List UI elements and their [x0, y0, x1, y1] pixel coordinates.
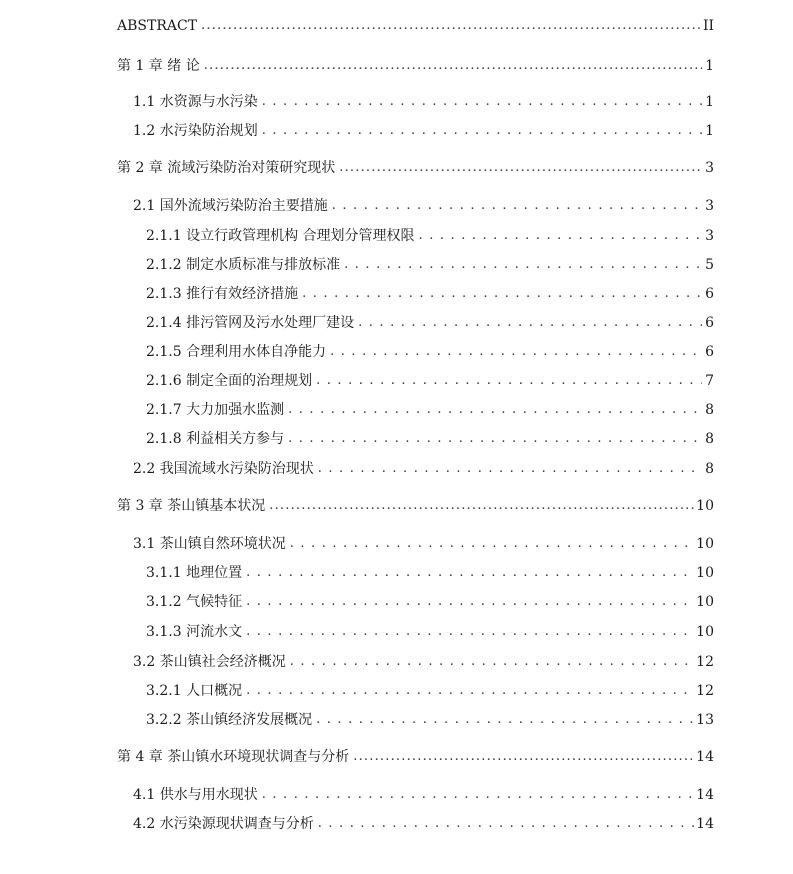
dot-leader: [339, 159, 702, 177]
toc-entry-page: 12: [696, 683, 714, 699]
toc-entry-title: 第 2 章 流域污染防治对策研究现状: [117, 160, 336, 176]
toc-entry: [117, 157, 714, 177]
toc-entry-page: 1: [705, 94, 714, 110]
dot-leader: [332, 197, 702, 215]
toc-entry: [146, 562, 714, 582]
toc-entry-title: 3.1.3 河流水文: [146, 624, 243, 640]
toc-entry-page: 8: [705, 402, 714, 418]
dot-leader: [419, 227, 702, 245]
toc-entry-page: 10: [696, 624, 714, 640]
dot-leader: [318, 815, 694, 833]
dot-leader: [316, 711, 694, 729]
toc-entry-title: ABSTRACT: [117, 18, 198, 34]
toc-entry-title: 2.1.5 合理利用水体自净能力: [146, 344, 327, 360]
toc-entry-page: 7: [705, 373, 714, 389]
dot-leader: [246, 682, 694, 700]
toc-entry-title: 3.2 茶山镇社会经济概况: [133, 654, 286, 670]
toc-entry-title: 3.1.2 气候特征: [146, 594, 243, 610]
dot-leader: [288, 430, 702, 448]
toc-entry: [146, 283, 714, 303]
toc-entry: [133, 91, 714, 111]
toc-entry-page: 6: [705, 286, 714, 302]
toc-entry-title: 2.1.6 制定全面的治理规划: [146, 373, 313, 389]
toc-entry: [146, 428, 714, 448]
toc-entry-title: 4.2 水污染源现状调查与分析: [133, 816, 314, 832]
toc-entry: [146, 312, 714, 332]
dot-leader: [316, 372, 702, 390]
toc-entry-page: 3: [705, 160, 714, 176]
dot-leader: [330, 343, 702, 361]
toc-entry-page: 8: [705, 431, 714, 447]
toc-entry: [133, 533, 714, 553]
toc-entry: [146, 370, 714, 390]
toc-entry-title: 1.2 水污染防治规划: [133, 123, 258, 139]
toc-entry: [146, 399, 714, 419]
toc-entry-title: 2.2 我国流域水污染防治现状: [133, 461, 314, 477]
toc-entry-title: 第 1 章 绪 论: [117, 58, 200, 74]
toc-entry: [117, 15, 714, 35]
toc-entry-title: 2.1.4 排污管网及污水处理厂建设: [146, 315, 355, 331]
dot-leader: [262, 93, 702, 111]
toc-entry: [133, 458, 714, 478]
toc-entry-title: 2.1 国外流域污染防治主要措施: [133, 198, 328, 214]
toc-entry-page: 1: [705, 58, 714, 74]
toc-entry-page: 6: [705, 344, 714, 360]
toc-entry-title: 2.1.2 制定水质标准与排放标准: [146, 257, 341, 273]
toc-entry-page: 6: [705, 315, 714, 331]
toc-entry-page: 10: [696, 498, 714, 514]
toc-entry-title: 第 4 章 茶山镇水环境现状调查与分析: [117, 749, 350, 765]
toc-entry-page: 10: [696, 536, 714, 552]
toc-entry: [146, 254, 714, 274]
dot-leader: [246, 593, 694, 611]
toc-entry: [117, 746, 714, 766]
dot-leader: [246, 623, 694, 641]
toc-entry-title: 2.1.7 大力加强水监测: [146, 402, 285, 418]
toc-entry: [146, 680, 714, 700]
toc-entry: [146, 591, 714, 611]
toc-entry-page: 1: [705, 123, 714, 139]
toc-entry: [133, 651, 714, 671]
toc-entry-page: 5: [705, 257, 714, 273]
dot-leader: [353, 748, 694, 766]
dot-leader: [344, 256, 702, 274]
toc-entry: [133, 195, 714, 215]
toc-entry-title: 3.2.1 人口概况: [146, 683, 243, 699]
dot-leader: [262, 122, 702, 140]
dot-leader: [201, 17, 701, 35]
toc-entry: [133, 120, 714, 140]
dot-leader: [290, 653, 694, 671]
toc-entry-page: II: [702, 18, 714, 34]
toc-entry-title: 3.1.1 地理位置: [146, 565, 243, 581]
toc-entry-page: 8: [705, 461, 714, 477]
toc-entry-page: 14: [696, 816, 714, 832]
toc-entry: [117, 495, 714, 515]
toc-entry-page: 14: [696, 787, 714, 803]
toc-entry-title: 2.1.1 设立行政管理机构 合理划分管理权限: [146, 228, 415, 244]
toc-entry: [146, 341, 714, 361]
toc-entry-title: 第 3 章 茶山镇基本状况: [117, 498, 266, 514]
dot-leader: [204, 57, 702, 75]
dot-leader: [269, 497, 694, 515]
toc-entry-title: 2.1.3 推行有效经济措施: [146, 286, 299, 302]
toc-entry-page: 10: [696, 594, 714, 610]
dot-leader: [246, 564, 694, 582]
toc-entry-title: 1.1 水资源与水污染: [133, 94, 258, 110]
dot-leader: [358, 314, 702, 332]
toc-entry-page: 10: [696, 565, 714, 581]
toc-entry-page: 12: [696, 654, 714, 670]
toc-entry-page: 3: [705, 228, 714, 244]
toc-entry-title: 3.1 茶山镇自然环境状况: [133, 536, 286, 552]
toc-entry: [133, 813, 714, 833]
toc-entry-title: 3.2.2 茶山镇经济发展概况: [146, 712, 313, 728]
dot-leader: [288, 401, 702, 419]
toc-entry-title: 4.1 供水与用水现状: [133, 787, 258, 803]
toc-entry: [146, 225, 714, 245]
toc-entry-page: 14: [696, 749, 714, 765]
toc-entry-page: 13: [696, 712, 714, 728]
toc-entry: [117, 55, 714, 75]
toc-entry: [146, 709, 714, 729]
dot-leader: [262, 786, 694, 804]
toc-entry-title: 2.1.8 利益相关方参与: [146, 431, 285, 447]
dot-leader: [318, 460, 702, 478]
toc-entry-page: 3: [705, 198, 714, 214]
toc-entry: [146, 621, 714, 641]
toc-entry: [133, 784, 714, 804]
dot-leader: [290, 535, 694, 553]
dot-leader: [302, 285, 702, 303]
